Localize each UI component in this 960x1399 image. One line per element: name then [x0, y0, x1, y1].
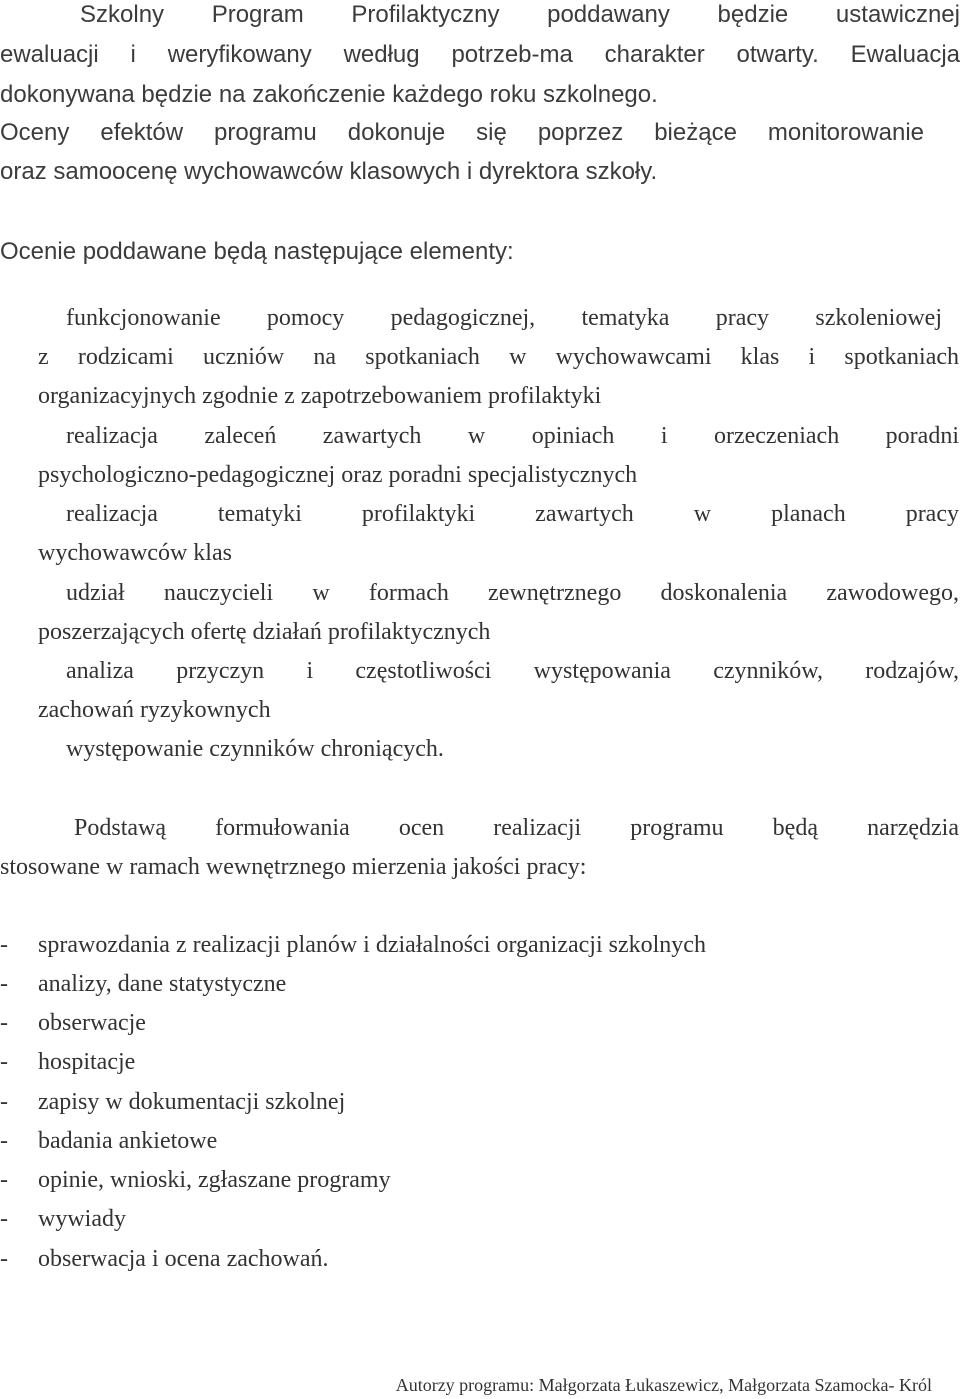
list-dash: - — [0, 1049, 8, 1075]
list-dash: - — [0, 932, 8, 958]
element-line: udział nauczycieli w formach zewnętrznego doskonalenia zawodowego, — [66, 580, 959, 606]
element-line: występowanie czynników chroniących. — [66, 736, 444, 762]
footer-authors: Autorzy programu: Małgorzata Łukaszewicz, Małgorzata Szamocka- Król — [395, 1375, 932, 1395]
list-dash: - — [0, 971, 8, 997]
elements-heading: Ocenie poddawane będą następujące elementy: — [0, 238, 514, 265]
element-line: organizacyjnych zgodnie z zapotrzebowaniem profilaktyki — [38, 383, 602, 409]
list-dash: - — [0, 1128, 8, 1154]
intro-line: dokonywana będzie na zakończenie każdego roku szkolnego. — [0, 81, 658, 108]
intro-line: Szkolny Program Profilaktyczny poddawany będzie ustawicznej — [80, 1, 960, 28]
element-line: z rodzicami uczniów na spotkaniach w wychowawcami klas i spotkaniach — [38, 344, 959, 370]
intro-line: Oceny efektów programu dokonuje się poprzez bieżące monitorowanie — [0, 119, 924, 146]
list-dash: - — [0, 1167, 8, 1193]
basis-line: stosowane w ramach wewnętrznego mierzenia jakości pracy: — [0, 854, 587, 880]
element-line: zachowań ryzykownych — [38, 697, 271, 723]
list-dash: - — [0, 1206, 8, 1232]
basis-line: Podstawą formułowania ocen realizacji programu będą narzędzia — [74, 815, 959, 841]
intro-line: ewaluacji i weryfikowany według potrzeb-ma charakter otwarty. Ewaluacja — [0, 41, 960, 68]
list-dash: - — [0, 1089, 8, 1115]
list-dash: - — [0, 1246, 8, 1272]
element-line: psychologiczno-pedagogicznej oraz poradni specjalistycznych — [38, 462, 638, 488]
intro-line: oraz samoocenę wychowawców klasowych i dyrektora szkoły. — [0, 158, 658, 185]
element-line: realizacja zaleceń zawartych w opiniach i orzeczeniach poradni — [66, 423, 959, 449]
element-line: realizacja tematyki profilaktyki zawartych w planach pracy — [66, 501, 959, 527]
element-line: wychowawców klas — [38, 540, 232, 566]
element-line: analiza przyczyn i częstotliwości występowania czynników, rodzajów, — [66, 658, 959, 684]
element-line: poszerzających ofertę działań profilaktycznych — [38, 619, 491, 645]
element-line: funkcjonowanie pomocy pedagogicznej, tematyka pracy szkoleniowej — [66, 305, 942, 331]
list-dash: - — [0, 1010, 8, 1036]
